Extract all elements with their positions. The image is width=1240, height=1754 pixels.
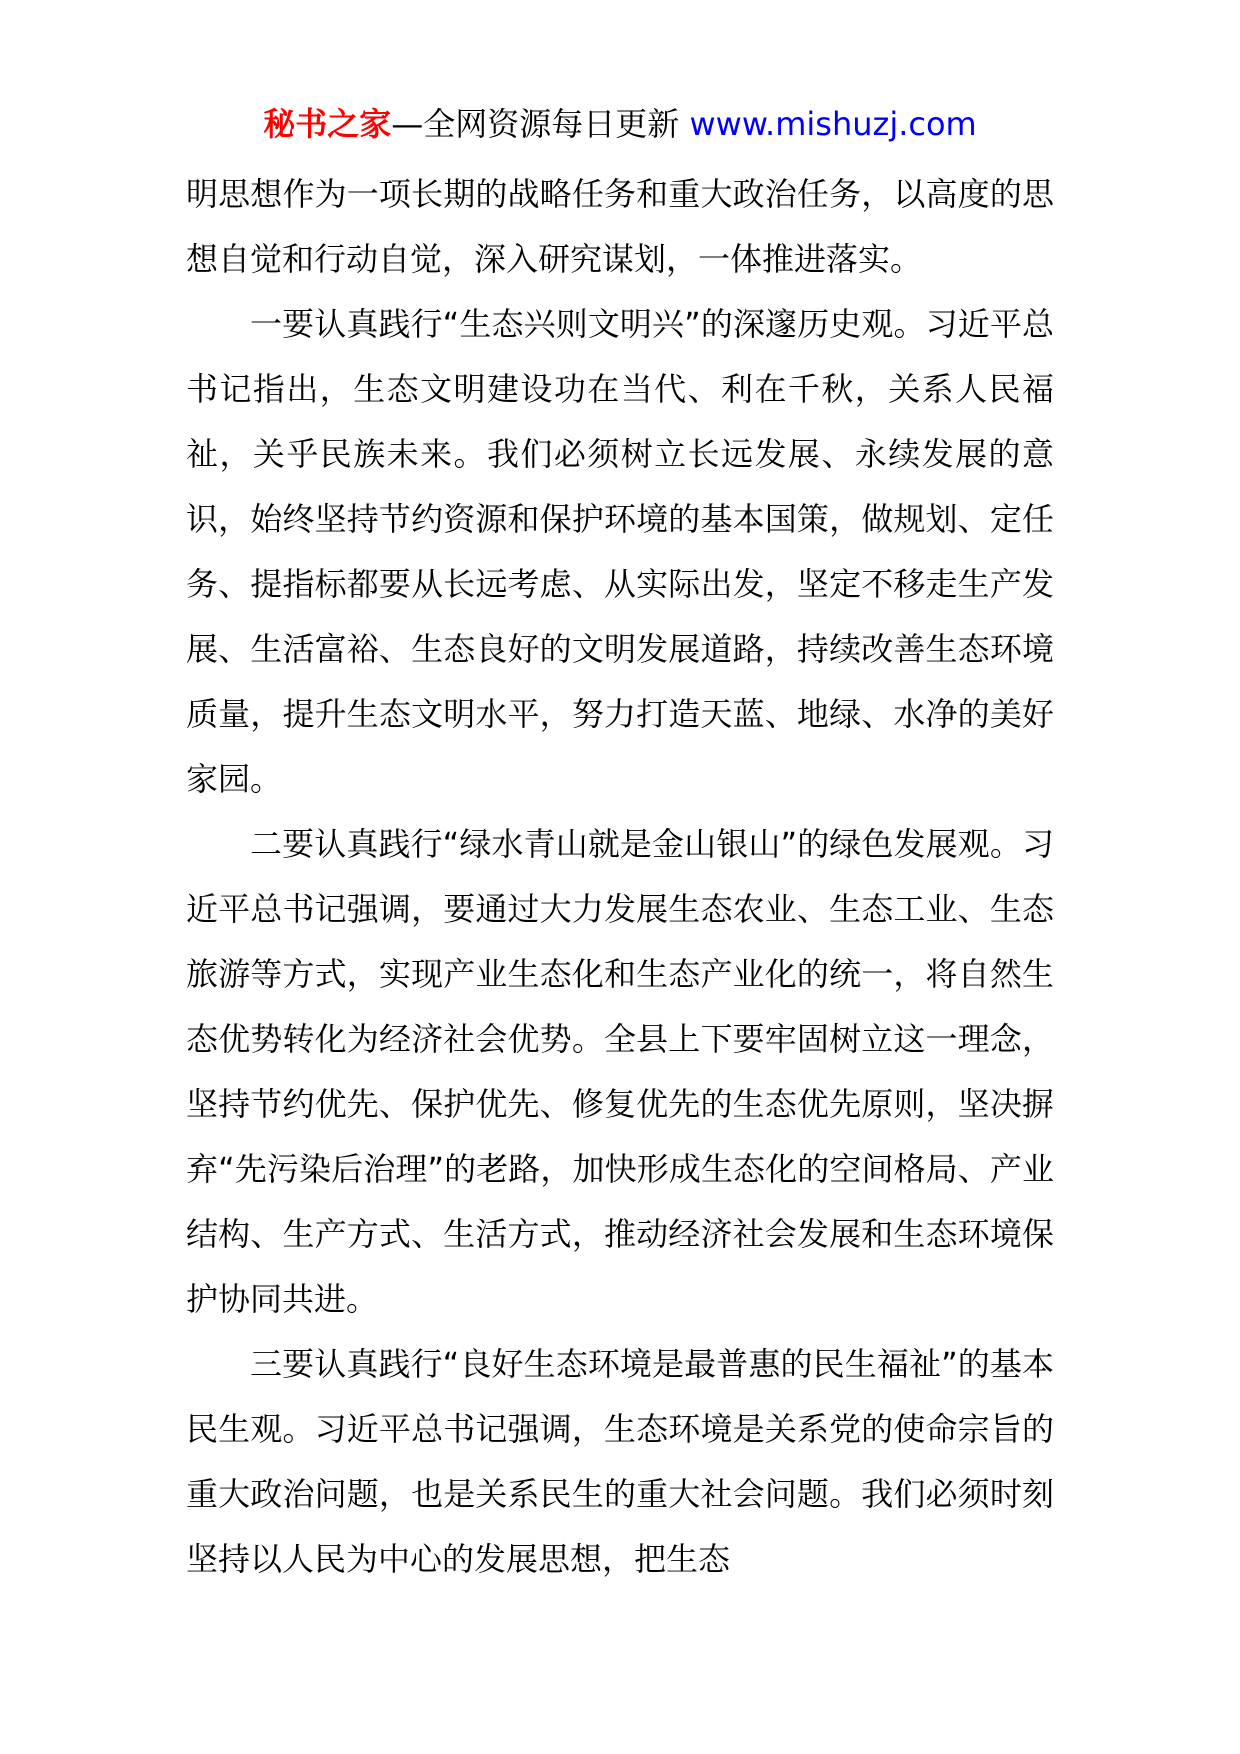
paragraph-continuation: 明思想作为一项长期的战略任务和重大政治任务，以高度的思想自觉和行动自觉，深入研究谋划，一体推进落实。 — [186, 175, 1054, 278]
site-url-link[interactable]: www.mishuzj.com — [689, 105, 977, 143]
paragraph-history-view: 一要认真践行“生态兴则文明兴”的深邃历史观。习近平总书记指出，生态文明建设功在当代、利在千秋，关系人民福祉，关乎民族未来。我们必须树立长远发展、永续发展的意识，始终坚持节约资源和保护环境的基本国策，做规划、定任务、提指标都要从长远考虑、从实际出发，坚定不移走生产发展、生活富裕、生态良好的文明发展道路，持续改善生态环境质量，提升生态文明水平，努力打造天蓝、地绿、水净的美好家园。 — [186, 305, 1054, 798]
site-brand: 秘书之家 — [263, 105, 392, 143]
paragraph-livelihood-view: 三要认真践行“良好生态环境是最普惠的民生福祉”的基本民生观。习近平总书记强调，生态环境是关系党的使命宗旨的重大政治问题，也是关系民生的重大社会问题。我们必须时刻坚持以人民为中心的发展思想，把生态 — [186, 1345, 1054, 1578]
document-body — [186, 162, 1054, 1592]
site-tagline: —全网资源每日更新 — [391, 105, 690, 143]
page-header — [0, 100, 1240, 148]
paragraph-green-development-view: 二要认真践行“绿水青山就是金山银山”的绿色发展观。习近平总书记强调，要通过大力发展生态农业、生态工业、生态旅游等方式，实现产业生态化和生态产业化的统一，将自然生态优势转化为经济社会优势。全县上下要牢固树立这一理念，坚持节约优先、保护优先、修复优先的生态优先原则，坚决摒弃“先污染后治理”的老路，加快形成生态化的空间格局、产业结构、生产方式、生活方式，推动经济社会发展和生态环境保护协同共进。 — [186, 825, 1054, 1318]
